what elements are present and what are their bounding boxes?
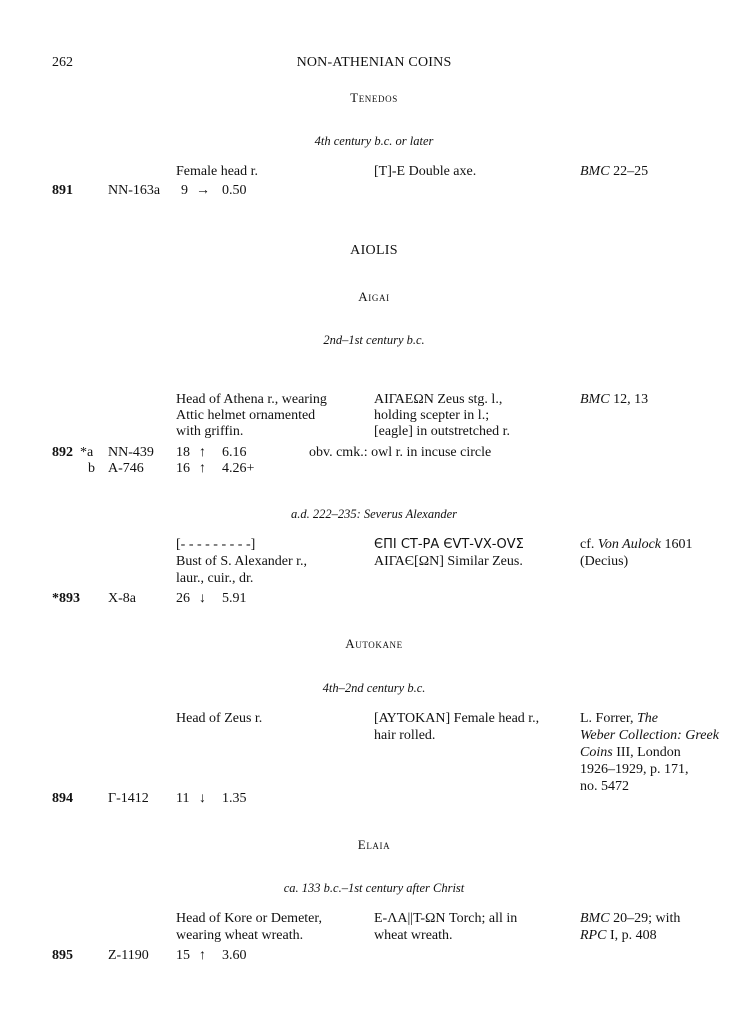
reference-894-line2: Weber Collection: Greek [580,728,719,743]
ref-ital2-895: RPC [580,928,607,943]
weight-895: 3.60 [222,948,247,963]
reverse-894-line2: hair rolled. [374,728,436,743]
region-heading-aiolis: AIOLIS [350,243,398,258]
obverse-894: Head of Zeus r. [176,711,263,726]
die-axis-arrow-icon-892a: ↑ [199,445,206,460]
weight-892b: 4.26+ [222,461,255,476]
obverse-893-line1: [- - - - - - - - -] [176,537,256,552]
catalog-number-894: 894 [52,791,73,806]
running-head: NON-ATHENIAN COINS [296,55,452,70]
date-heading-autokane: 4th–2nd century b.c. [322,681,426,695]
catalog-number-892: 892 [52,445,73,460]
reverse-892-line3: [eagle] in outstretched r. [374,424,511,439]
reference-895-line1 [580,910,680,927]
inventory-893: X-8a [108,591,136,606]
reference-891 [580,163,648,180]
reverse-895-line1: Ε-ΛΑ||Τ-ΩΝ Torch; all in [374,911,518,926]
reverse-895-line2: wheat wreath. [374,928,453,943]
obverse-892-line1: Head of Athena r., wearing [176,392,327,407]
ref-post-893: 1601 [661,537,693,552]
ref-ital-891: BMC [580,164,610,179]
city-heading-aigai: Aigai [358,289,390,304]
date-heading-elaia: ca. 133 b.c.–1st century after Christ [283,881,465,895]
ref-ital-894: The [636,711,658,726]
reference-894-line4: 1926–1929, p. 171, [580,762,689,777]
reverse-892-line2: holding scepter in l.; [374,408,490,423]
die-axis-arrow-icon-894: ↓ [199,791,206,806]
size-894: 11 [176,791,190,806]
weight-893: 5.91 [222,591,247,606]
obverse-895-line2: wearing wheat wreath. [176,928,304,943]
reference-894-line5: no. 5472 [580,779,629,794]
page-number: 262 [52,55,73,70]
variant-mark-892b: b [88,461,95,476]
die-axis-arrow-icon-892b: ↑ [199,461,206,476]
variant-mark-892a: *a [80,445,94,460]
reference-893-line1 [580,536,693,553]
reference-893-line2: (Decius) [580,554,629,569]
date-heading-aigai-2: a.d. 222–235: Severus Alexander [290,507,458,521]
obverse-895-line1: Head of Kore or Demeter, [176,911,322,926]
ref-rest-892: 12, 13 [609,392,649,407]
reverse-893-line2: ΑΙΓΑЄ[ΩΝ] Similar Zeus. [374,554,523,569]
ref-ital-893: Von Aulock [597,537,662,552]
ref-rest-891: 22–25 [609,164,649,179]
inventory-891: NN-163a [108,183,161,198]
reverse-894-line1: [ΑΥΤΟΚΑΝ] Female head r., [374,711,540,726]
size-893: 26 [176,591,190,606]
inventory-894: Γ-1412 [108,791,149,806]
ref-rest-895: 20–29; with [609,911,681,926]
reference-894-line1 [580,710,658,727]
obverse-891: Female head r. [176,164,259,179]
obverse-893-line3: laur., cuir., dr. [176,571,254,586]
reference-892 [580,391,648,408]
ref-rest-894: III, London [612,745,681,760]
size-892a: 18 [176,445,190,460]
catalog-number-891: 891 [52,183,73,198]
reverse-891: [T]-E Double axe. [374,164,477,179]
reverse-892-line1: ΑΙΓΑΕΩΝ Zeus stg. l., [374,392,503,407]
reference-894-line3 [580,744,681,761]
obverse-893-line2: Bust of S. Alexander r., [176,554,308,569]
ref-ital2-894: Coins [580,745,613,760]
weight-894: 1.35 [222,791,247,806]
size-891: 9 [181,183,188,198]
inventory-895: Z-1190 [108,948,149,963]
ref-rest2-895: I, p. 408 [606,928,657,943]
obverse-892-line3: with griffin. [176,424,244,439]
ref-ital-892: BMC [580,392,610,407]
city-heading-tenedos: Tenedos [350,90,398,105]
inventory-892a: NN-439 [108,445,154,460]
size-895: 15 [176,948,190,963]
die-axis-arrow-icon-891: → [196,183,210,198]
ref-ital-895: BMC [580,911,610,926]
inventory-892b: A-746 [108,461,144,476]
catalog-number-893: *893 [52,591,80,606]
city-heading-autokane: Autokane [345,636,403,651]
die-axis-arrow-icon-893: ↓ [199,591,206,606]
catalog-number-895: 895 [52,948,73,963]
size-892b: 16 [176,461,190,476]
countermark-892a: obv. cmk.: owl r. in incuse circle [309,445,492,460]
weight-891: 0.50 [222,183,247,198]
city-heading-elaia: Elaia [357,837,391,852]
ref-pre-894: L. Forrer, [580,711,637,726]
die-axis-arrow-icon-895: ↑ [199,948,206,963]
weight-892a: 6.16 [222,445,247,460]
reference-895-line2 [580,927,657,944]
reverse-893-line1: ЄΠΙ CΤ-ΡΑ ЄVΤ-VΧ-ΟVΣ [374,537,524,552]
obverse-892-line2: Attic helmet ornamented [176,408,316,423]
ref-pre-893: cf. [580,537,598,552]
date-heading-aigai-1: 2nd–1st century b.c. [323,333,425,347]
date-heading-tenedos: 4th century b.c. or later [314,134,434,148]
